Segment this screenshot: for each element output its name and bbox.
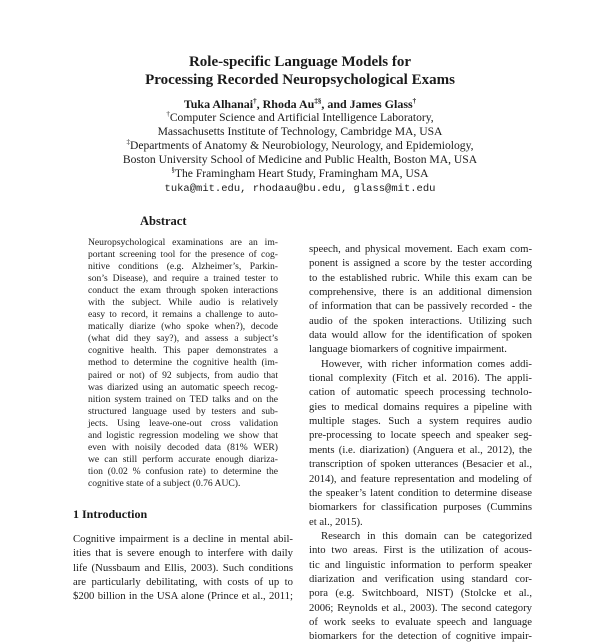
author-1-mark: † — [253, 97, 257, 105]
text-line: comprehensive, there is an additional dimension — [309, 286, 532, 299]
text-line: even with noisily decoded data (81% WER) — [88, 441, 278, 453]
affiliation-1-line-1 — [0, 111, 600, 125]
text-line: cognitive health. This paper demonstrates a — [88, 345, 278, 357]
text-line: Neuropsychological examinations are an im- — [88, 237, 278, 248]
text-line: nition system trained on TED talks and on the — [88, 393, 278, 405]
affiliation-1-mark: † — [166, 110, 170, 119]
text-line: structured language used by testers and sub- — [88, 405, 278, 417]
affiliation-1-text-a: Computer Science and Artificial Intelligence Laboratory, — [169, 111, 434, 124]
text-line: son’s Disease), and require a trained tester to — [88, 273, 278, 285]
text-line: biomarkers for classification purposes (Cummins — [309, 501, 532, 514]
text-line: nitive conditions (e.g. Alzheimer’s, Parkin- — [88, 261, 278, 273]
text-line: with the subject. While audio is relatively — [88, 297, 278, 309]
text-line: ities that is severe enough to interfere with daily — [73, 547, 293, 560]
text-line: data would allow for the identification of spoken — [309, 329, 532, 342]
abstract-heading: Abstract — [140, 214, 187, 228]
author-1: Tuka Alhanai — [183, 97, 254, 111]
introduction-heading: 1 Introduction — [73, 507, 148, 521]
text-line: to the established rubric. While this exam can be — [309, 271, 532, 284]
text-line: paired or not) of 92 subjects, from audio that — [88, 369, 278, 381]
affiliation-2-text-a: Departments of Anatomy & Neurobiology, Neurology, and Epidemiology, — [129, 139, 474, 152]
text-line: ments (i.e. diarization) (Anguera et al., 2012), the — [309, 443, 532, 456]
text-line: of information that can be passively recorded - the — [309, 300, 532, 313]
text-line: speech, and physical movement. Each exam com- — [309, 243, 532, 255]
text-line: cation of automatic speech processing technolo- — [309, 386, 532, 399]
author-2-mark: ‡§ — [314, 97, 322, 105]
text-line: diarization and verification using standard cor- — [309, 572, 532, 585]
introduction-body — [73, 532, 293, 604]
text-line: cognitive state of a subject (0.76 AUC). — [88, 477, 241, 489]
author-3-mark: † — [412, 97, 417, 105]
text-line: audio of the spoken interactions. Utilizing such — [309, 314, 532, 327]
affiliation-3-mark: § — [171, 166, 175, 175]
text-line: Research in this domain can be categorized — [321, 529, 532, 542]
author-list — [0, 97, 600, 111]
paper-title-line-2: Processing Recorded Neuropsychological Exams — [145, 72, 455, 88]
text-line: tion (0.02 % confusion rate) to determine the — [88, 465, 278, 477]
right-column-body — [309, 242, 532, 644]
text-line: multiple stages. Such a system requires audio — [309, 415, 532, 428]
text-line: into two areas. First is the utilization of acous- — [309, 544, 532, 557]
text-line: gies to medical domains requires a pipeline with — [309, 400, 532, 413]
text-line: are particularly debilitating, with costs of up to — [73, 576, 293, 589]
text-line: was diarized using an automatic speech recog- — [88, 381, 278, 393]
text-line: easy to record, it remains a challenge to auto- — [88, 309, 278, 321]
text-line: (what did they say?), and assess a subject’s — [88, 333, 278, 345]
abstract-body — [88, 237, 278, 490]
text-line: of work seeks to evaluate speech and language — [309, 615, 532, 628]
text-line: Cognitive impairment is a decline in mental abil- — [73, 533, 293, 545]
affiliation-2-line-1 — [0, 139, 600, 153]
text-line: matically diarize (who spoke when?), decode — [88, 321, 278, 333]
paper-title-line-1: Role-specific Language Models for — [188, 54, 412, 70]
text-line: and logistic regression modeling we show that — [88, 429, 278, 441]
text-line: method to determine the cognitive health (im- — [88, 357, 278, 369]
affiliation-1-line-2: Massachusetts Institute of Technology, Cambridge MA, USA — [157, 125, 443, 138]
text-line: 2014), and feature representation and modeling of — [309, 472, 532, 485]
text-line: pre-processing to locate speech and speaker seg- — [309, 429, 532, 442]
affiliation-3 — [0, 167, 600, 181]
text-line: biomarkers for the detection of cognitive impair- — [309, 630, 532, 643]
text-line: life (Nussbaum and Ellis, 2003). Such conditions — [73, 561, 293, 574]
text-line: jects. Using leave-one-out cross validation — [88, 417, 278, 429]
text-line: tic and linguistic information to perform speaker — [309, 558, 532, 571]
text-line: transcription of spoken utterances (Besacier et al., — [309, 458, 532, 471]
author-emails: tuka@mit.edu, rhodaau@bu.edu, glass@mit.edu — [164, 183, 436, 195]
text-line: tional complexity (Fitch et al. 2016). The appli- — [309, 372, 532, 385]
text-line: However, with richer information comes addi- — [321, 357, 532, 370]
text-line: 2006; Reynolds et al., 2003). The second category — [309, 601, 532, 614]
text-line: we can still perform accurate enough diariza- — [88, 453, 278, 465]
text-line: pora (e.g. Switchboard, NIST) (Stolcke et al., — [309, 587, 532, 600]
text-line: language biomarkers of cognitive impairment. — [309, 343, 507, 356]
text-line: et al., 2015). — [309, 515, 363, 528]
author-3: , and James Glass — [321, 97, 413, 111]
affiliation-2-line-2: Boston University School of Medicine and Public Health, Boston MA, USA — [122, 153, 478, 166]
text-line: the speaker’s latent condition to determine disease — [309, 486, 532, 499]
text-line: portant screening tool for the presence of cog- — [88, 249, 278, 261]
author-2: , Rhoda Au — [256, 97, 315, 111]
text-line: ponent is assigned a score by the tester according — [309, 257, 532, 270]
affiliation-3-text: The Framingham Heart Study, Framingham MA, USA — [174, 167, 429, 180]
text-line: $200 billion in the USA alone (Prince et al., 2011; — [73, 590, 293, 603]
affiliation-2-mark: ‡ — [126, 138, 130, 147]
text-line: conduct the exam through spoken interactions — [88, 285, 278, 297]
